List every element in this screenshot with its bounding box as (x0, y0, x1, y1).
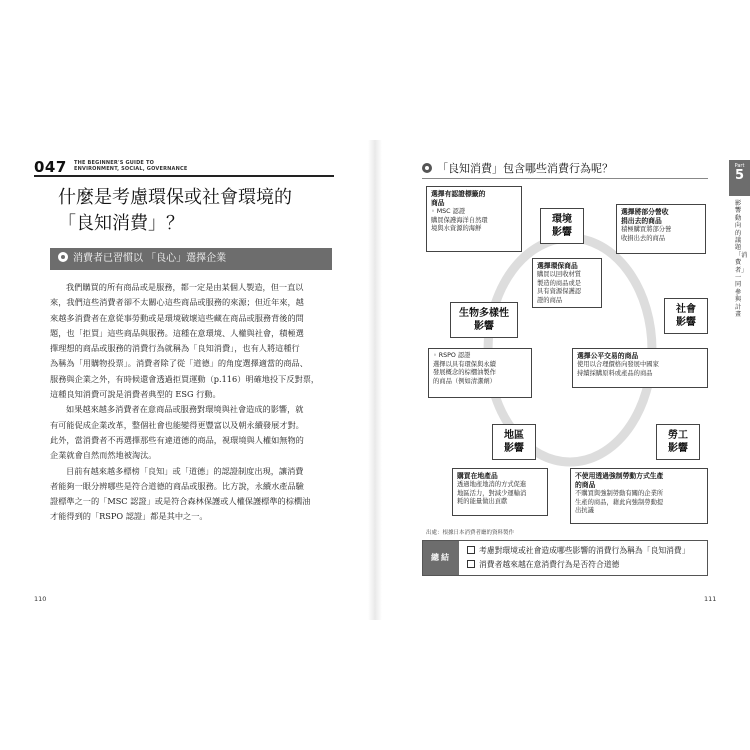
text-line: 這種良知消費可說是消費者典型的 ESG 行動。 (50, 389, 221, 400)
summary-text: 考慮對環境或社會造成哪些影響的消費行為稱為「良知消費」 (479, 546, 690, 555)
text-line: 我們購買的所有商品或是服務，都一定是由某個人製造，但一直以 (66, 282, 304, 292)
category-label: 影響 (504, 443, 524, 454)
page-number: 110 (34, 595, 47, 603)
box-title: 購買在地產品 (457, 472, 498, 480)
part-tab (729, 160, 750, 196)
box-line: 積極購買將部分營 (621, 226, 672, 233)
example-box-donation (616, 204, 706, 254)
category-label: 影響 (668, 443, 688, 454)
text-line: 者能夠一眼分辨哪些是符合道德的商品或服務。比方說，永續水產品驗 (50, 480, 304, 491)
text-line: 才能得到的「RSPO 認證」都是其中之一。 (50, 511, 208, 522)
box-line: 境與水資源的海鮮 (431, 225, 482, 233)
example-box-local (452, 468, 548, 516)
category-label: 影響 (474, 321, 494, 332)
box-line: 購買以回收材質 (537, 271, 582, 278)
series-guide: THE BEGINNER'S GUIDE TO ENVIRONMENT, SOCIAL, GOVERNANCE (74, 160, 188, 172)
box-line: 選擇以具有環保與永續 (433, 360, 496, 368)
paragraph (50, 464, 332, 525)
category-label: 地區 (504, 430, 524, 441)
right-page (378, 0, 750, 750)
category-biodiversity (450, 302, 518, 338)
box-title: 的商品 (575, 481, 596, 489)
example-box-forced-labor (570, 468, 708, 524)
text-line: 目前有越來越多標榜「良知」或「道德」的認證制度出現，讓消費 (66, 465, 304, 476)
summary-tag: 總結 (423, 541, 459, 575)
box-title: 選擇公平交易的商品 (577, 352, 639, 360)
title-line: 「良知消費」？ (58, 213, 184, 234)
paragraph (50, 280, 332, 402)
box-line: 收捐出去的商品 (621, 234, 666, 242)
category-label: 環境 (552, 214, 572, 225)
text-line: 題，也「拒買」這些商品與服務。這種在意環境、人權與社會，積極選 (50, 327, 304, 338)
box-line: 購買保護海洋自然環 (431, 216, 488, 224)
page-number: 111 (704, 595, 717, 603)
text-line: 如果越來越多消費者在意商品或服務對環境與社會造成的影響，就 (66, 404, 304, 415)
example-box-certified (426, 186, 522, 252)
example-box-eco (532, 258, 602, 308)
consumption-diagram (420, 180, 712, 525)
box-title: 捐出去的商品 (621, 217, 662, 225)
box-line: 的商品（例如清潔劑） (433, 377, 496, 385)
text-line: 此外，當消費者不再選擇那些有違道德的商品，視環境與人權如無物的 (50, 434, 304, 445)
text-line: 為稱為「用購物投票」。消費者除了從「道德」的角度選擇適當的商品、 (50, 358, 308, 369)
source-note: 出處：根據日本消費者廳的資料製作 (426, 530, 515, 536)
body-text (50, 280, 332, 525)
page-title (58, 185, 292, 237)
checkbox-icon (467, 546, 475, 554)
category-labor (656, 424, 700, 460)
box-title: 不使用透過強制勞動方式生產 (575, 472, 664, 480)
box-line: ◦ RSPO 認證 (433, 352, 471, 359)
example-box-rspo (428, 348, 532, 398)
part-number: 5 (734, 168, 745, 183)
diagram-question (422, 160, 613, 176)
paragraph (50, 402, 332, 463)
chapter-number: 047 (34, 158, 67, 176)
category-region (492, 424, 536, 460)
box-line: 使用以合理價格向發展中國家 (577, 361, 659, 368)
summary-items (467, 544, 690, 572)
question-rule (422, 178, 708, 179)
category-label: 影響 (552, 227, 572, 238)
example-box-fairtrade (572, 348, 708, 388)
box-title: 選擇將部分營收 (621, 208, 669, 216)
category-label: 生物多樣性 (459, 308, 509, 319)
box-line: 發展概念的棕櫚油製作 (433, 369, 496, 377)
part-label: Part (734, 163, 745, 169)
left-page (0, 0, 372, 750)
box-line: 製造的商品或是 (537, 279, 582, 287)
box-line: 持續採購原料或產品的商品 (577, 369, 653, 377)
box-title: 選擇環保商品 (537, 262, 578, 270)
summary-item (467, 558, 690, 572)
text-line: 來，我們這些消費者卻不太關心這些商品或服務的來源；但近年來，越 (50, 297, 304, 308)
box-title: 商品 (431, 199, 445, 207)
summary-text: 消費者越來越在意消費行為是否符合道德 (479, 560, 620, 569)
box-line: 出抗議 (575, 507, 594, 515)
checkbox-icon (467, 560, 475, 568)
text-line: 來越多消費者在意從事勞動或是環境破壞這些藏在商品或服務背後的問 (50, 312, 304, 323)
category-society (664, 298, 708, 334)
question-text: 「良知消費」包含哪些消費行為呢？ (437, 162, 613, 175)
section-heading: 消費者已習慣以 「良心」選擇企業 (73, 253, 227, 264)
summary-box (422, 540, 708, 576)
header-rule (34, 175, 334, 177)
box-line: 不購買與強制勞動有關的企業所 (575, 490, 664, 497)
bullet-icon (58, 252, 68, 262)
box-title: 選擇有認證標籤的 (431, 190, 486, 198)
box-line: ◦ MSC 認證 (431, 208, 466, 215)
category-environment (540, 208, 584, 244)
side-vertical-title: 影響動向的議題「消費者」一同參與計畫 (735, 200, 748, 319)
box-line: 地區活力，對減少運輸消 (457, 489, 527, 497)
text-line: 有可能促成企業改革，整個社會也能變得更豐富以及朝永續發展才對。 (50, 419, 304, 430)
category-label: 勞工 (668, 430, 688, 441)
box-line: 透過地產地消的方式促進 (457, 481, 527, 488)
text-line: 企業就會自然而然地被淘汰。 (50, 450, 157, 461)
text-line: 擇理想的商品或服務的消費行為就稱為「良知消費」，也有人將這種行 (50, 343, 300, 354)
box-line: 具有資源保護認 (537, 288, 582, 296)
title-line: 什麼是考慮環保或社會環境的 (58, 187, 292, 208)
section-heading-bar (50, 248, 332, 270)
text-line: 服務與企業之外，有時候還會透過拒買運動（p.116）明確地投下反對票， (50, 373, 320, 384)
bullet-icon (422, 163, 432, 173)
box-line: 生產的商品，藉此向強制勞動提 (575, 498, 664, 506)
box-line: 證的商品 (537, 296, 563, 304)
box-line: 耗的能量做出貢獻 (457, 498, 508, 506)
category-label: 影響 (676, 317, 696, 328)
text-line: 證標準之一的「MSC 認證」或是符合森林保護或人權保護標準的棕櫚油 (50, 496, 311, 507)
summary-item (467, 544, 690, 558)
category-label: 社會 (676, 304, 696, 315)
